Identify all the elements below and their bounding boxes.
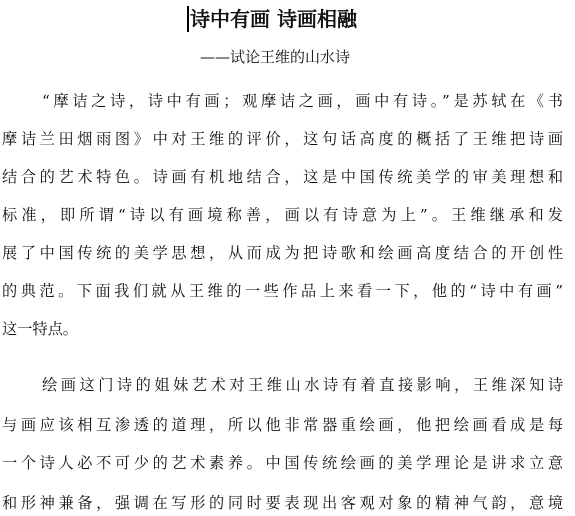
paragraph-line: 展了中国传统的美学思想，从而成为把诗歌和绘画高度结合的开创性 xyxy=(2,244,563,262)
paragraph-line: 标准，即所谓“诗以有画境称善，画以有诗意为上”。王维继承和发 xyxy=(2,206,563,224)
paragraph-line: 结合的艺术特色。诗画有机地结合，这是中国传统美学的审美理想和 xyxy=(2,168,563,186)
paragraph-line: 摩诘兰田烟雨图》中对王维的评价，这句话高度的概括了王维把诗画 xyxy=(2,130,563,148)
paragraph-line: 绘画这门诗的姐妹艺术对王维山水诗有着直接影响，王维深知诗 xyxy=(42,376,563,394)
page-title: 诗中有画 诗画相融 xyxy=(190,7,357,31)
page-subtitle: ——试论王维的山水诗 xyxy=(200,48,351,66)
paragraph-line: “摩诘之诗，诗中有画；观摩诘之画，画中有诗。”是苏轼在《书 xyxy=(42,92,563,110)
paragraph-line: 和形神兼备，强调在写形的同时要表现出客观对象的精神气韵，意境 xyxy=(2,494,563,512)
paragraph-line: 这一特点。 xyxy=(2,320,78,338)
paragraph-line: 的典范。下面我们就从王维的一些作品上来看一下，他的“诗中有画” xyxy=(2,282,563,300)
text-cursor xyxy=(187,6,189,32)
paragraph-line: 一个诗人必不可少的艺术素养。中国传统绘画的美学理论是讲求立意 xyxy=(2,454,563,472)
paragraph-line: 与画应该相互渗透的道理，所以他非常器重绘画，他把绘画看成是每 xyxy=(2,416,563,434)
